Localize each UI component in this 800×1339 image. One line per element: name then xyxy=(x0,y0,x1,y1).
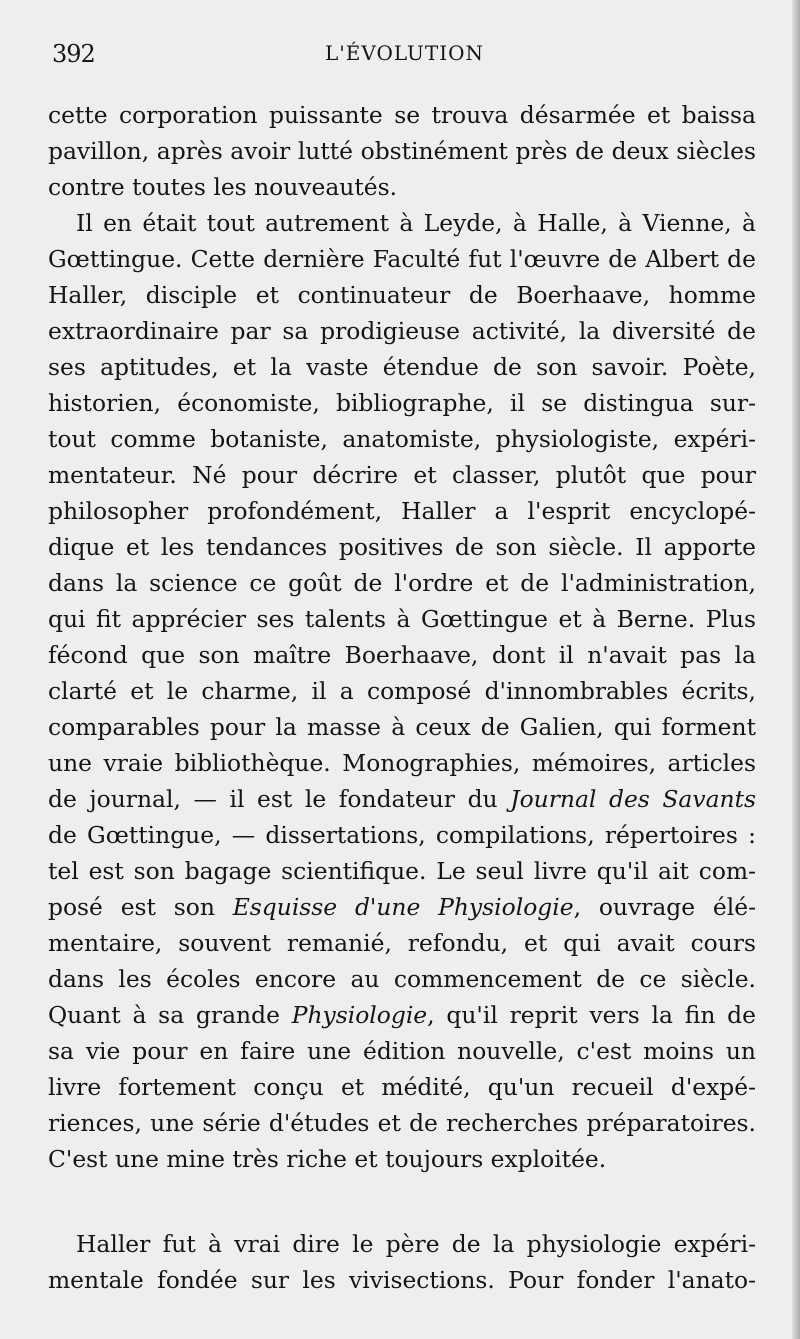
page-header xyxy=(0,38,800,78)
text-line: cette corporation puissante se trouva désarmée et baissa xyxy=(48,101,756,129)
text-line: comparables pour la masse à ceux de Galien, qui forment xyxy=(48,713,756,741)
text-line: riences, une série d'études et de recherches préparatoires. xyxy=(48,1109,756,1137)
text-line: livre fortement conçu et médité, qu'un recueil d'expé- xyxy=(48,1073,756,1101)
text-line: C'est une mine très riche et toujours exploitée. xyxy=(48,1145,607,1173)
text-line: tel est son bagage scientifique. Le seul livre qu'il ait com- xyxy=(48,857,756,885)
text-line: une vraie bibliothèque. Monographies, mémoires, articles xyxy=(48,749,756,777)
text-line: mentale fondée sur les vivisections. Pour fonder l'anato- xyxy=(48,1266,756,1294)
text-line: extraordinaire par sa prodigieuse activité, la diversité de xyxy=(48,317,756,345)
text-line: Haller fut à vrai dire le père de la physiologie expéri- xyxy=(76,1230,756,1258)
text-line: sa vie pour en faire une édition nouvelle, c'est moins un xyxy=(48,1037,756,1065)
text-line: dique et les tendances positives de son siècle. Il apporte xyxy=(48,533,756,561)
text-line: posé est son Esquisse d'une Physiologie, ouvrage élé- xyxy=(48,893,756,921)
italic-book-title: Esquisse d'une Physiologie xyxy=(232,893,574,921)
text-line: Gœttingue. Cette dernière Faculté fut l'œuvre de Albert de xyxy=(48,245,756,273)
text-line: qui fit apprécier ses talents à Gœttingue et à Berne. Plus xyxy=(48,605,756,633)
text-line: contre toutes les nouveautés. xyxy=(48,173,398,201)
text-line: pavillon, après avoir lutté obstinément près de deux siècles xyxy=(48,137,756,165)
text-line: dans les écoles encore au commencement de ce siècle. xyxy=(48,965,756,993)
italic-book-title: Physiologie xyxy=(291,1001,428,1029)
running-title: L'ÉVOLUTION xyxy=(325,41,485,65)
text-line: tout comme botaniste, anatomiste, physiologiste, expéri- xyxy=(48,425,756,453)
text-line: ses aptitudes, et la vaste étendue de son savoir. Poète, xyxy=(48,353,756,381)
text-line: clarté et le charme, il a composé d'innombrables écrits, xyxy=(48,677,756,705)
text-line: de journal, — il est le fondateur du Journal des Savants xyxy=(48,785,756,813)
text-line: Il en était tout autrement à Leyde, à Halle, à Vienne, à xyxy=(76,209,756,237)
italic-journal-title: Journal des Savants xyxy=(510,785,756,813)
text-line: Quant à sa grande Physiologie, qu'il reprit vers la fin de xyxy=(48,1001,756,1029)
text-line: historien, économiste, bibliographe, il se distingua sur- xyxy=(48,389,756,417)
text-line: de Gœttingue, — dissertations, compilations, répertoires : xyxy=(48,821,756,849)
text-line: mentateur. Né pour décrire et classer, plutôt que pour xyxy=(48,461,756,489)
text-line: dans la science ce goût de l'ordre et de l'administration, xyxy=(48,569,756,597)
page-number: 392 xyxy=(52,40,95,68)
text-line: Haller, disciple et continuateur de Boerhaave, homme xyxy=(48,281,756,309)
text-line: mentaire, souvent remanié, refondu, et qui avait cours xyxy=(48,929,756,957)
text-line: fécond que son maître Boerhaave, dont il n'avait pas la xyxy=(48,641,756,669)
text-line: philosopher profondément, Haller a l'esprit encyclopé- xyxy=(48,497,756,525)
